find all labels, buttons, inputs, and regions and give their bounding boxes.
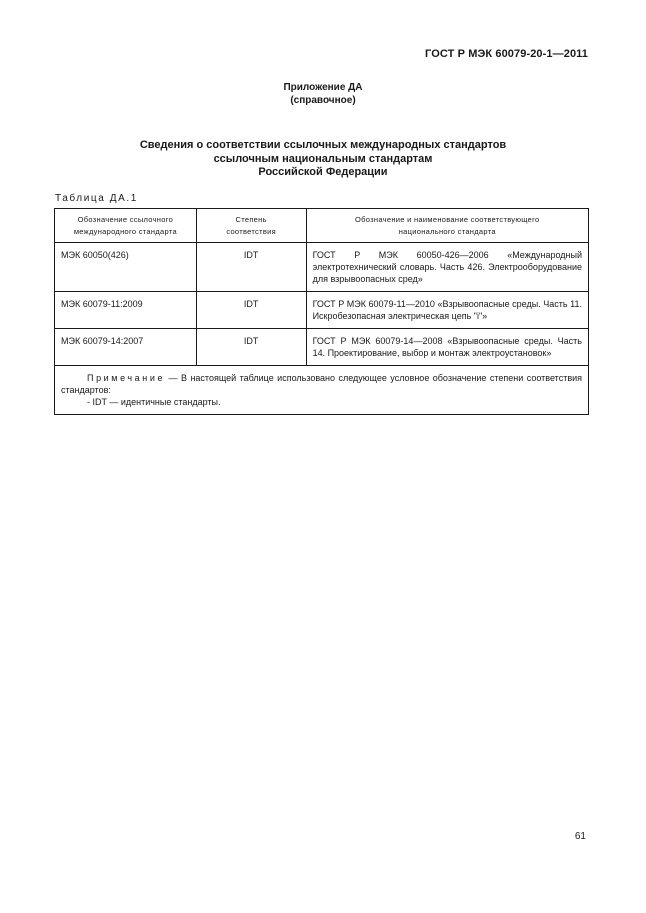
document-designation: ГОСТ Р МЭК 60079-20-1—2011 bbox=[425, 48, 588, 60]
cell-international-standard: МЭК 60079-14:2007 bbox=[55, 329, 197, 366]
column-header-degree bbox=[196, 209, 306, 243]
cell-national-standard: ГОСТ Р МЭК 60050-426—2006 «Международный электротехнический словарь. Часть 426. Электрооборудование для взрывоопасных сред» bbox=[306, 243, 588, 292]
section-heading bbox=[0, 139, 646, 180]
column-header-line: соответствия bbox=[226, 227, 276, 236]
cell-national-standard: ГОСТ Р МЭК 60079-11—2010 «Взрывоопасные среды. Часть 11. Искробезопасная электрическая цепь "i"» bbox=[306, 292, 588, 329]
column-header-line: национального стандарта bbox=[398, 227, 496, 236]
column-header-line: международного стандарта bbox=[73, 227, 177, 236]
column-header-line: Обозначение ссылочного bbox=[77, 215, 174, 224]
column-header-line: Обозначение и наименование соответствующего bbox=[355, 215, 540, 224]
table-note-row bbox=[55, 366, 589, 415]
appendix-title bbox=[0, 81, 646, 107]
page-number: 61 bbox=[574, 831, 586, 842]
table-row bbox=[55, 329, 589, 366]
column-header-line: Степень bbox=[235, 215, 267, 224]
note-item: - IDT — идентичные стандарты. bbox=[87, 397, 221, 407]
cell-degree: IDT bbox=[196, 292, 306, 329]
cell-degree: IDT bbox=[196, 329, 306, 366]
cell-international-standard: МЭК 60050(426) bbox=[55, 243, 197, 292]
heading-line-3: Российской Федерации bbox=[258, 166, 388, 178]
appendix-label: Приложение ДА bbox=[283, 82, 363, 93]
cell-international-standard: МЭК 60079-11:2009 bbox=[55, 292, 197, 329]
table-note bbox=[55, 366, 589, 415]
note-body: — В настоящей таблице использовано следующее условное обозначение степени соответствия стандартов: bbox=[61, 373, 582, 395]
column-header-national bbox=[306, 209, 588, 243]
cell-degree: IDT bbox=[196, 243, 306, 292]
table-caption: Таблица ДА.1 bbox=[55, 193, 138, 204]
appendix-subtitle: (справочное) bbox=[290, 95, 356, 106]
note-label: Примечание bbox=[87, 373, 166, 383]
standards-table bbox=[54, 208, 589, 415]
heading-line-2: ссылочным национальным стандартам bbox=[213, 152, 433, 165]
note-text bbox=[61, 372, 582, 396]
table-header-row bbox=[55, 209, 589, 243]
heading-line-1: Сведения о соответствии ссылочных международных стандартов bbox=[139, 139, 507, 151]
cell-national-standard: ГОСТ Р МЭК 60079-14—2008 «Взрывоопасные среды. Часть 14. Проектирование, выбор и монтаж электроустановок» bbox=[306, 329, 588, 366]
table-row bbox=[55, 243, 589, 292]
column-header-international bbox=[55, 209, 197, 243]
table-row bbox=[55, 292, 589, 329]
